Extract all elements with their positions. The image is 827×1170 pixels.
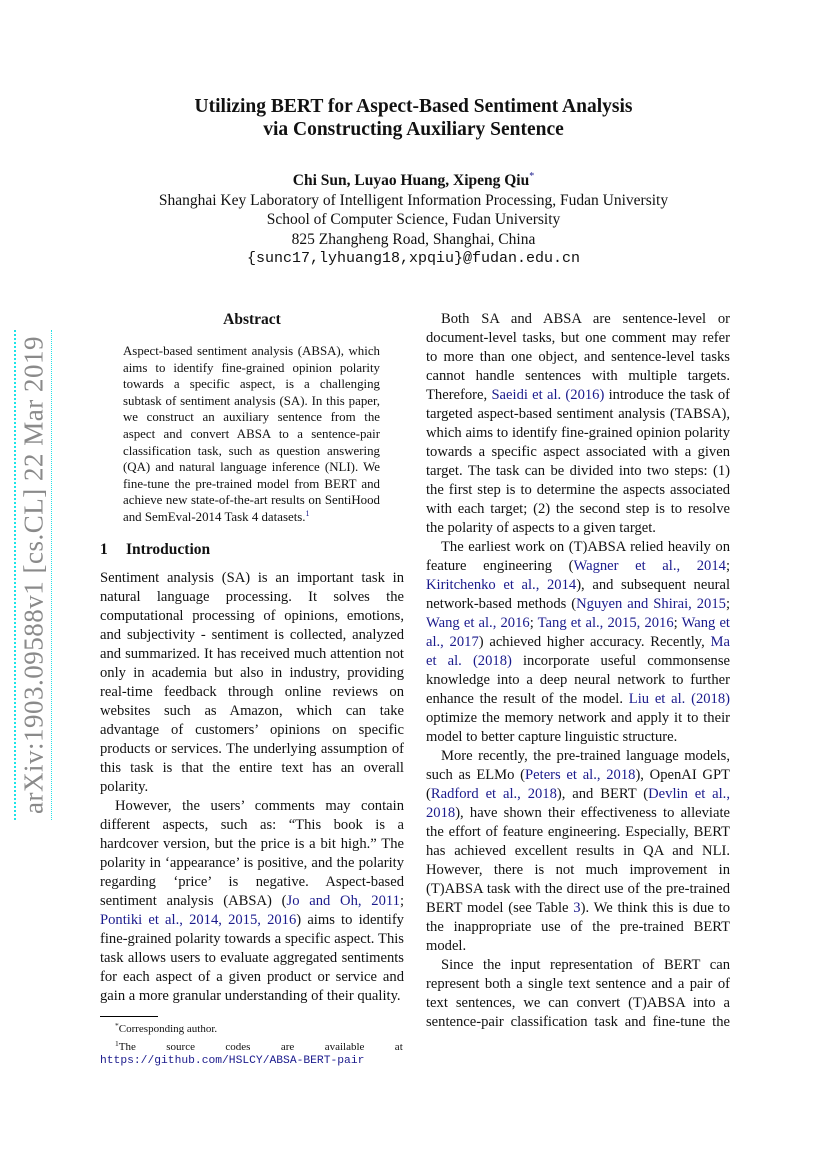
citation-link[interactable]: Wang et al., 2017	[426, 615, 730, 650]
intro-paragraph-2: However, the users’ comments may contain different aspects, such as: “This book is a hardcover version, but the price is a bit high.” The polarity in ‘appearance’ is positive, and the polarity regarding ‘price’ is negative. Aspect-based sentiment analysis (ABSA) (Jo and Oh, 2011; Pontiki et al., 2014, 2015, 2016) aims to identify fine-grained polarity towards a specific aspect. This task allows users to evaluate aggregated sentiments for each aspect of a given product or service and gain a more granular understanding of their quality.	[100, 797, 404, 1004]
arxiv-identifier: arXiv:1903.09588v1 [cs.CL] 22 Mar 2019	[18, 336, 48, 814]
title-block	[0, 95, 827, 141]
citation-link[interactable]: Nguyen and Shirai, 2015	[576, 596, 726, 612]
arxiv-stamp[interactable]	[14, 330, 52, 820]
footnote-divider	[100, 1016, 158, 1017]
author-names: Chi Sun, Luyao Huang, Xipeng Qiu	[292, 172, 530, 189]
intro-paragraph-6: Since the input representation of BERT can represent both a single text sentence and a pair of text sentences, we can convert (T)ABSA into a sentence-pair classification task and fine-tune the	[426, 957, 730, 1030]
citation-link[interactable]: Ma et al.	[426, 634, 730, 669]
author-emails: {sunc17,lyhuang18,xpqiu}@fudan.edu.cn	[246, 250, 581, 267]
paper-title	[0, 95, 827, 141]
address: 825 Zhangheng Road, Shanghai, China	[291, 230, 536, 248]
title-line-1: Utilizing BERT for Aspect-Based Sentiment Analysis	[194, 96, 633, 117]
footnote-corresponding: *Corresponding author.	[115, 1021, 218, 1035]
citation-link[interactable]: Liu et al.	[628, 691, 686, 707]
citation-year-link[interactable]: (2018)	[472, 653, 512, 669]
title-line-2: via Constructing Auxiliary Sentence	[263, 119, 564, 140]
citation-link[interactable]: Saeidi et al.	[491, 387, 562, 403]
citation-link[interactable]: Wagner et al., 2014	[573, 558, 726, 574]
citation-year-link[interactable]: (2018)	[691, 691, 730, 707]
citation-link[interactable]: Wang et al., 2016	[426, 615, 530, 631]
abstract-heading: Abstract	[223, 311, 281, 328]
intro-paragraph-5: More recently, the pre-trained language models, such as ELMo (Peters et al., 2018), OpenAI GPT (Radford et al., 2018), and BERT (Devlin et al., 2018), have shown their effectiveness to alleviate the effort of feature engineering. Especially, BERT has achieved excellent results in QA and NLI. However, there is not much improvement in (T)ABSA task with the direct use of the pre-trained BERT model (see Table 3). We think this is due to the inappropriate use of the pre-trained BERT model.	[426, 748, 730, 954]
section-number: 1	[100, 540, 108, 558]
section-title: Introduction	[126, 540, 211, 558]
abstract-text: Aspect-based sentiment analysis (ABSA), which aims to identify fine-grained opinion polarity towards a specific aspect, is a challenging subtask of sentiment analysis (SA). In this paper, we construct an auxiliary sentence from the aspect and convert ABSA to a sentence-pair classification task, such as question answering (QA) and natural language inference (NLI). We fine-tune the pre-trained model from BERT and achieve new state-of-the-art results on SentiHood and SemEval-2014 Task 4 datasets.	[123, 344, 380, 524]
citation-link[interactable]: Peters et al., 2018	[525, 767, 636, 783]
citation-link[interactable]: Pontiki et al., 2014, 2015, 2016	[100, 911, 297, 928]
source-code-url-link[interactable]: https://github.com/HSLCY/ABSA-BERT-pair	[100, 1055, 365, 1067]
author-block	[0, 167, 827, 269]
section-heading-introduction	[100, 540, 404, 559]
abstract-body	[123, 343, 380, 526]
citation-year-link[interactable]: (2016)	[565, 387, 605, 403]
right-column	[426, 310, 730, 1032]
affiliation-lab: Shanghai Key Laboratory of Intelligent Information Processing, Fudan University	[158, 191, 669, 209]
intro-paragraph-1: Sentiment analysis (SA) is an important task in natural language processing. It solves the computational processing of opinions, emotions, and subjectivity - sentiment is collected, analyzed and summarized. It has received much attention not only in academia but also in industry, providing real-time feedback through online reviews on websites such as Amazon, which can take advantage of customers’ opinions on specific products or services. The underlying assumption of this task is that the entire text has an overall polarity.	[100, 569, 404, 795]
citation-link[interactable]: Tang et al., 2015, 2016	[537, 615, 674, 631]
footnote-source-code: $^1$The source codes are available at https://github.com/HSLCY/ABSA-BERT-pair	[100, 1038, 403, 1067]
left-column	[100, 308, 404, 1006]
citation-link[interactable]: Jo and Oh, 2011	[286, 892, 400, 909]
corresponding-author-mark[interactable]: *	[529, 171, 535, 182]
table-reference-link[interactable]: 3	[573, 900, 581, 916]
citation-link[interactable]: Devlin et al., 2018	[426, 786, 730, 821]
affiliation-school: School of Computer Science, Fudan University	[266, 211, 561, 228]
footnotes	[100, 1016, 404, 1069]
citation-link[interactable]: Kiritchenko et al., 2014	[426, 577, 577, 593]
citation-link[interactable]: Radford et al., 2018	[430, 786, 557, 802]
intro-paragraph-3: Both SA and ABSA are sentence-level or document-level tasks, but one comment may refer to more than one object, and sentence-level tasks cannot handle sentences with multiple targets. Therefore, Saeidi et al. (2016) introduce the task of targeted aspect-based sentiment analysis (TABSA), which aims to identify fine-grained opinion polarity towards a specific aspect associated with a given target. The task can be divided into two steps: (1) the first step is to determine the aspects associated with each target; (2) the second step is to resolve the polarity of aspects to a given target.	[426, 311, 730, 536]
footnote-1-ref[interactable]: 1	[305, 508, 310, 518]
intro-paragraph-4: The earliest work on (T)ABSA relied heavily on feature engineering (Wagner et al., 2014; Kiritchenko et al., 2014), and subsequent neural network-based methods (Nguyen and Shirai, 2015; Wang et al., 2016; Tang et al., 2015, 2016; Wang et al., 2017) achieved higher accuracy. Recently, Ma et al. (2018) incorporate useful commonsense knowledge into a deep neural network to further enhance the result of the model. Liu et al. (2018) optimize the memory network and apply it to their model to better capture linguistic structure.	[426, 539, 731, 745]
